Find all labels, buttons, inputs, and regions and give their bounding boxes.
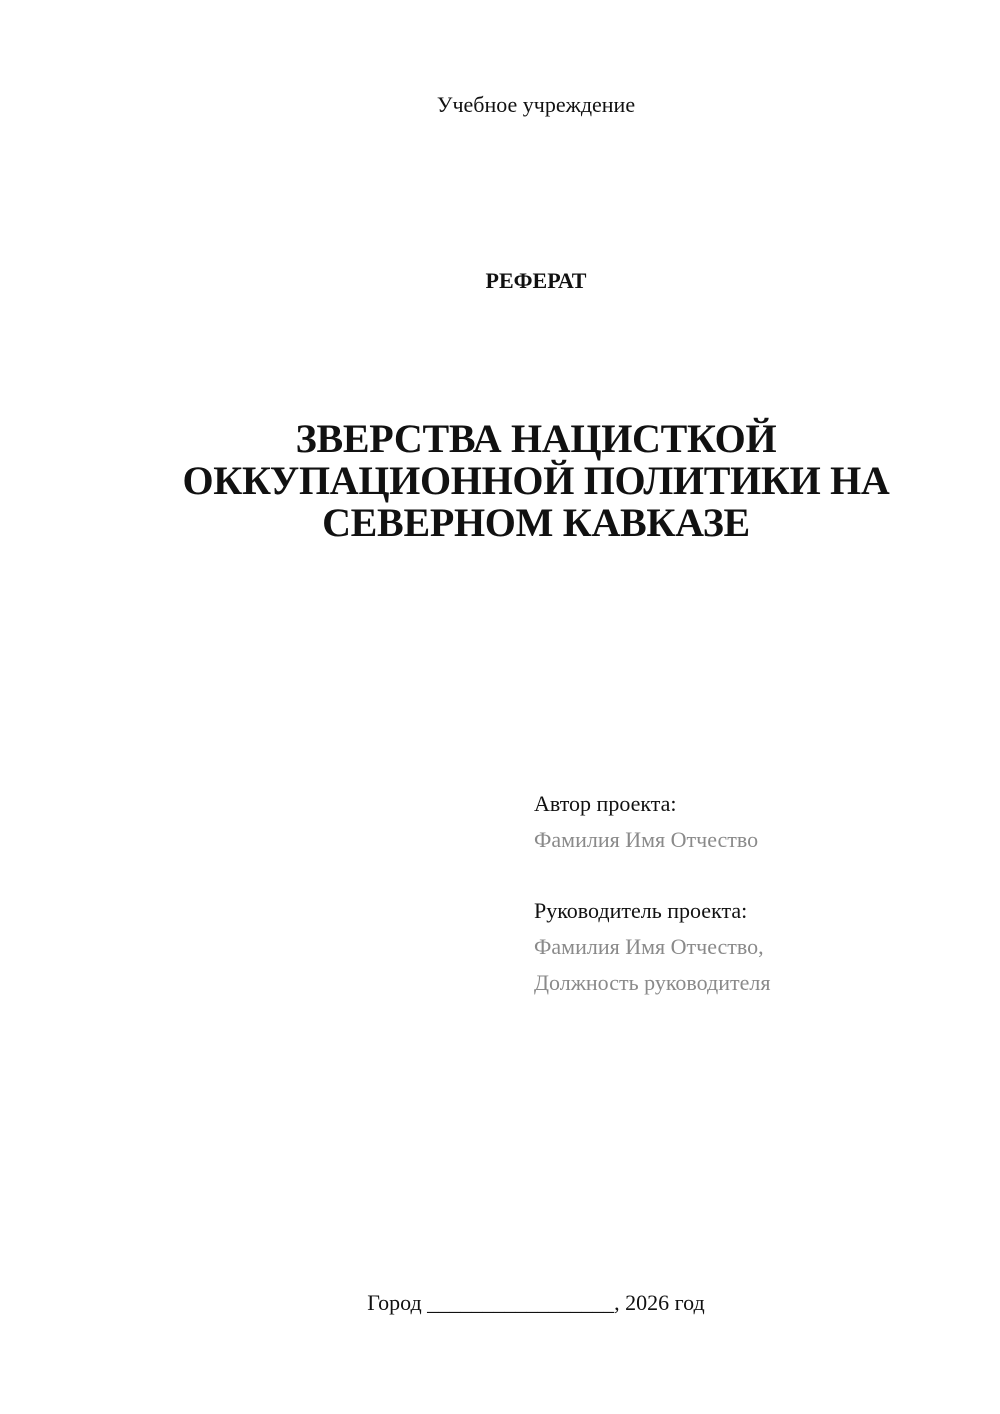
document-type: РЕФЕРАТ bbox=[485, 268, 587, 293]
title-line-3: СЕВЕРНОМ КАВКАЗЕ bbox=[322, 500, 750, 545]
credits-spacer bbox=[534, 858, 974, 893]
supervisor-name: Фамилия Имя Отчество, bbox=[534, 934, 764, 959]
document-title bbox=[150, 418, 922, 544]
supervisor-label: Руководитель проекта: bbox=[534, 898, 748, 923]
title-line-2: ОККУПАЦИОННОЙ ПОЛИТИКИ НА bbox=[182, 458, 890, 503]
institution-name: Учебное учреждение bbox=[436, 92, 636, 117]
city-year-line: Город _________________, 2026 год bbox=[367, 1290, 705, 1315]
title-line-1: ЗВЕРСТВА НАЦИСТКОЙ bbox=[295, 416, 777, 461]
author-name: Фамилия Имя Отчество bbox=[534, 827, 759, 852]
credits-block bbox=[534, 786, 974, 1001]
supervisor-position: Должность руководителя bbox=[534, 970, 771, 995]
author-label: Автор проекта: bbox=[534, 791, 677, 816]
